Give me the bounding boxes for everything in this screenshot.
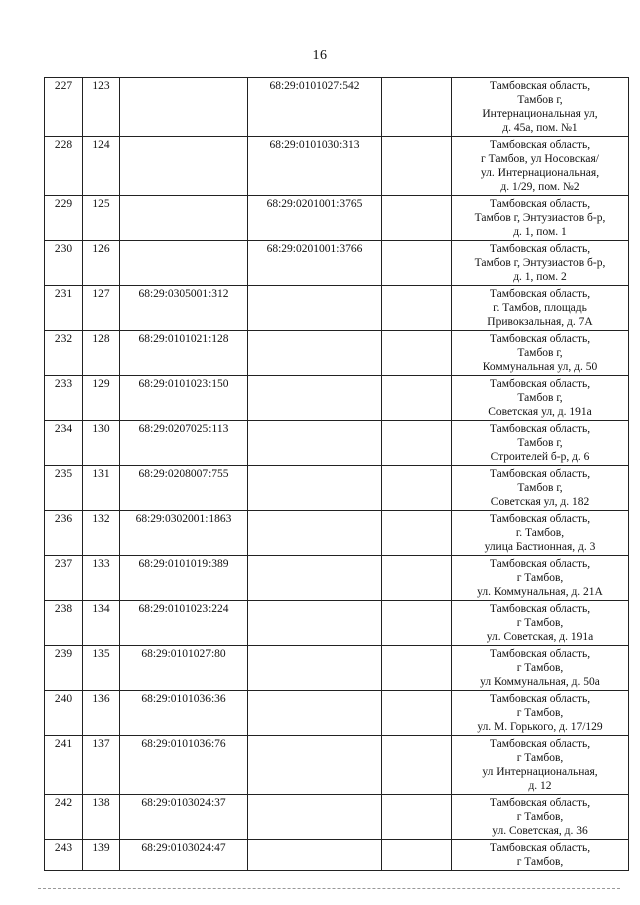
row-number-cell: 232 — [45, 331, 83, 376]
address-line: Тамбовская область, — [489, 513, 591, 525]
address-cell — [452, 78, 629, 137]
address-cell — [452, 137, 629, 196]
row-subnumber-cell: 137 — [83, 736, 120, 795]
address-line: д. 12 — [528, 780, 552, 792]
row-number-cell: 231 — [45, 286, 83, 331]
address-line: Тамбовская область, — [489, 423, 591, 435]
empty-cell — [382, 601, 452, 646]
empty-cell — [382, 137, 452, 196]
row-subnumber-cell: 138 — [83, 795, 120, 840]
address-line: г Тамбов, — [516, 707, 564, 719]
address-line: Тамбов г, — [517, 482, 563, 494]
cadastral-number-cell: 68:29:0207025:113 — [120, 421, 248, 466]
empty-cell — [382, 736, 452, 795]
address-line: г Тамбов, — [516, 572, 564, 584]
address-line: г. Тамбов, площадь — [493, 302, 587, 314]
table-row — [45, 840, 629, 871]
row-number-cell: 242 — [45, 795, 83, 840]
cadastral-number-cell: 68:29:0101036:76 — [120, 736, 248, 795]
row-number-cell: 241 — [45, 736, 83, 795]
address-line: Тамбовская область, — [489, 468, 591, 480]
address-line: г. Тамбов, — [515, 527, 565, 539]
table-row — [45, 646, 629, 691]
address-line: улица Бастионная, д. 3 — [484, 541, 596, 553]
address-line: Тамбовская область, — [489, 333, 591, 345]
address-line: ул. Советская, д. 36 — [492, 825, 588, 837]
cadastral-number-cell: 68:29:0302001:1863 — [120, 511, 248, 556]
table-row — [45, 196, 629, 241]
address-cell — [452, 646, 629, 691]
address-line: Советская ул, д. 182 — [490, 496, 590, 508]
address-cell — [452, 556, 629, 601]
address-line: ул Интернациональная, — [482, 766, 598, 778]
registry-table-body — [45, 78, 629, 871]
cadastral-number-alt-cell — [248, 421, 382, 466]
address-cell — [452, 196, 629, 241]
row-subnumber-cell: 130 — [83, 421, 120, 466]
address-line: Тамбов г, — [517, 347, 563, 359]
address-line: Тамбовская область, — [489, 288, 591, 300]
row-subnumber-cell: 128 — [83, 331, 120, 376]
cadastral-number-alt-cell — [248, 691, 382, 736]
row-number-cell: 229 — [45, 196, 83, 241]
address-cell — [452, 421, 629, 466]
empty-cell — [382, 421, 452, 466]
address-line: д. 45а, пом. №1 — [502, 122, 578, 134]
address-line: Тамбовская область, — [489, 378, 591, 390]
empty-cell — [382, 840, 452, 871]
row-number-cell: 240 — [45, 691, 83, 736]
cadastral-number-alt-cell: 68:29:0101030:313 — [248, 137, 382, 196]
page-number: 16 — [312, 48, 328, 63]
address-line: г Тамбов, — [516, 811, 564, 823]
empty-cell — [382, 78, 452, 137]
address-line: г Тамбов, ул Носовская/ — [480, 153, 599, 165]
table-row — [45, 466, 629, 511]
empty-cell — [382, 691, 452, 736]
cadastral-number-cell: 68:29:0101036:36 — [120, 691, 248, 736]
address-line: д. 1, пом. 2 — [513, 271, 567, 283]
row-subnumber-cell: 133 — [83, 556, 120, 601]
row-subnumber-cell: 131 — [83, 466, 120, 511]
cadastral-number-cell — [120, 137, 248, 196]
address-line: Тамбов г, Энтузиастов б-р, — [474, 212, 606, 224]
empty-cell — [382, 556, 452, 601]
row-subnumber-cell: 123 — [83, 78, 120, 137]
address-line: Тамбовская область, — [489, 558, 591, 570]
cadastral-number-cell: 68:29:0103024:37 — [120, 795, 248, 840]
address-line: Тамбов г, — [517, 437, 563, 449]
cadastral-number-cell: 68:29:0305001:312 — [120, 286, 248, 331]
cadastral-number-cell: 68:29:0101023:224 — [120, 601, 248, 646]
address-line: Советская ул, д. 191а — [488, 406, 592, 418]
address-line: Тамбовская область, — [489, 693, 591, 705]
empty-cell — [382, 795, 452, 840]
empty-cell — [382, 331, 452, 376]
row-subnumber-cell: 124 — [83, 137, 120, 196]
address-cell — [452, 331, 629, 376]
cadastral-number-alt-cell: 68:29:0201001:3766 — [248, 241, 382, 286]
address-line: г Тамбов, — [516, 856, 564, 868]
address-line: Тамбовская область, — [489, 648, 591, 660]
address-line: ул. Коммунальная, д. 21А — [477, 586, 603, 598]
cadastral-number-cell — [120, 78, 248, 137]
address-line: Тамбовская область, — [489, 842, 591, 854]
table-row — [45, 736, 629, 795]
address-line: Тамбовская область, — [489, 198, 591, 210]
cadastral-number-alt-cell — [248, 556, 382, 601]
cadastral-number-cell: 68:29:0101023:150 — [120, 376, 248, 421]
row-subnumber-cell: 135 — [83, 646, 120, 691]
empty-cell — [382, 646, 452, 691]
table-row — [45, 286, 629, 331]
row-subnumber-cell: 132 — [83, 511, 120, 556]
address-line: д. 1, пом. 1 — [513, 226, 567, 238]
row-number-cell: 230 — [45, 241, 83, 286]
table-row — [45, 795, 629, 840]
row-subnumber-cell: 129 — [83, 376, 120, 421]
address-cell — [452, 376, 629, 421]
empty-cell — [382, 376, 452, 421]
empty-cell — [382, 241, 452, 286]
cadastral-number-alt-cell — [248, 331, 382, 376]
address-cell — [452, 241, 629, 286]
address-line: Привокзальная, д. 7А — [487, 316, 593, 328]
row-subnumber-cell: 139 — [83, 840, 120, 871]
row-number-cell: 228 — [45, 137, 83, 196]
row-number-cell: 243 — [45, 840, 83, 871]
cadastral-number-alt-cell — [248, 466, 382, 511]
cadastral-number-cell — [120, 196, 248, 241]
table-row — [45, 421, 629, 466]
address-cell — [452, 736, 629, 795]
row-subnumber-cell: 126 — [83, 241, 120, 286]
address-line: Тамбовская область, — [489, 738, 591, 750]
address-cell — [452, 601, 629, 646]
table-row — [45, 331, 629, 376]
address-line: Тамбовская область, — [489, 243, 591, 255]
table-row — [45, 556, 629, 601]
cadastral-number-alt-cell: 68:29:0201001:3765 — [248, 196, 382, 241]
address-line: Тамбов г, — [517, 392, 563, 404]
cadastral-number-alt-cell — [248, 376, 382, 421]
table-row — [45, 511, 629, 556]
address-line: Тамбовская область, — [489, 80, 591, 92]
address-cell — [452, 691, 629, 736]
address-line: Тамбов г, Энтузиастов б-р, — [474, 257, 606, 269]
address-line: Строителей б-р, д. 6 — [490, 451, 590, 463]
address-cell — [452, 286, 629, 331]
row-number-cell: 236 — [45, 511, 83, 556]
cadastral-number-alt-cell — [248, 795, 382, 840]
address-line: Интернациональная ул, — [482, 108, 598, 120]
row-number-cell: 234 — [45, 421, 83, 466]
cadastral-number-cell: 68:29:0101019:389 — [120, 556, 248, 601]
table-row — [45, 691, 629, 736]
row-subnumber-cell: 127 — [83, 286, 120, 331]
footer-scan-line — [38, 888, 620, 889]
table-row — [45, 601, 629, 646]
row-subnumber-cell: 125 — [83, 196, 120, 241]
cadastral-number-alt-cell — [248, 646, 382, 691]
address-line: г Тамбов, — [516, 662, 564, 674]
empty-cell — [382, 196, 452, 241]
empty-cell — [382, 511, 452, 556]
row-subnumber-cell: 134 — [83, 601, 120, 646]
address-line: Тамбовская область, — [489, 797, 591, 809]
address-line: г Тамбов, — [516, 752, 564, 764]
row-number-cell: 233 — [45, 376, 83, 421]
address-line: Тамбовская область, — [489, 139, 591, 151]
address-line: д. 1/29, пом. №2 — [500, 181, 580, 193]
address-cell — [452, 466, 629, 511]
table-row — [45, 137, 629, 196]
cadastral-number-cell — [120, 241, 248, 286]
cadastral-number-alt-cell — [248, 840, 382, 871]
cadastral-number-cell: 68:29:0208007:755 — [120, 466, 248, 511]
address-cell — [452, 840, 629, 871]
address-line: ул. Советская, д. 191а — [486, 631, 594, 643]
address-line: г Тамбов, — [516, 617, 564, 629]
address-line: ул Коммунальная, д. 50а — [480, 676, 600, 688]
table-row — [45, 241, 629, 286]
empty-cell — [382, 466, 452, 511]
cadastral-number-alt-cell — [248, 736, 382, 795]
empty-cell — [382, 286, 452, 331]
row-number-cell: 237 — [45, 556, 83, 601]
address-line: ул. М. Горького, д. 17/129 — [477, 721, 603, 733]
table-row — [45, 376, 629, 421]
cadastral-number-cell: 68:29:0103024:47 — [120, 840, 248, 871]
row-subnumber-cell: 136 — [83, 691, 120, 736]
cadastral-number-cell: 68:29:0101021:128 — [120, 331, 248, 376]
address-line: ул. Интернациональная, — [480, 167, 600, 179]
table-row — [45, 78, 629, 137]
address-line: Тамбовская область, — [489, 603, 591, 615]
address-cell — [452, 511, 629, 556]
address-cell — [452, 795, 629, 840]
address-line: Тамбов г, — [517, 94, 563, 106]
row-number-cell: 227 — [45, 78, 83, 137]
row-number-cell: 238 — [45, 601, 83, 646]
cadastral-number-alt-cell: 68:29:0101027:542 — [248, 78, 382, 137]
registry-table — [44, 77, 629, 871]
row-number-cell: 239 — [45, 646, 83, 691]
cadastral-number-cell: 68:29:0101027:80 — [120, 646, 248, 691]
cadastral-number-alt-cell — [248, 286, 382, 331]
address-line: Коммунальная ул, д. 50 — [482, 361, 598, 373]
cadastral-number-alt-cell — [248, 601, 382, 646]
cadastral-number-alt-cell — [248, 511, 382, 556]
row-number-cell: 235 — [45, 466, 83, 511]
